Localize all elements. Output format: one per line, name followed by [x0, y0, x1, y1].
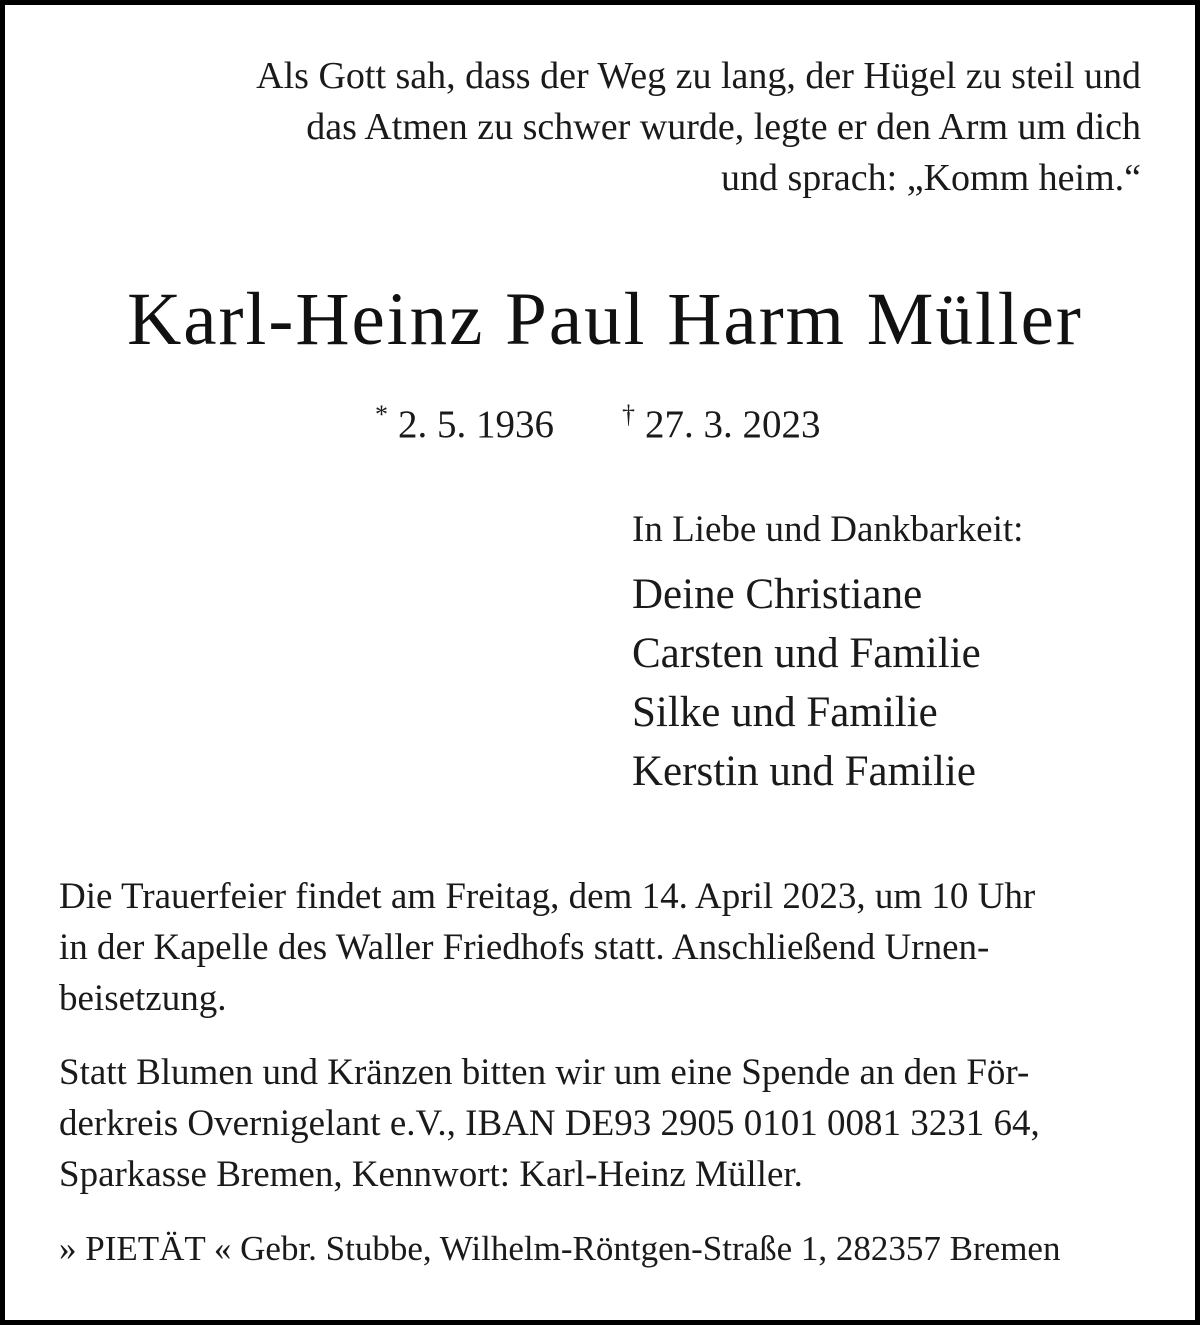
ceremony-paragraph [59, 871, 1151, 1024]
donation-line: Sparkasse Bremen, Kennwort: Karl-Heinz Müller. [59, 1154, 803, 1195]
life-dates [375, 391, 821, 449]
ceremony-line: in der Kapelle des Waller Friedhofs statt. Anschließend Urnen- [59, 927, 990, 968]
mourners-intro: In Liebe und Dankbarkeit: [632, 509, 1024, 550]
donation-paragraph [59, 1047, 1151, 1200]
mourners-block [632, 505, 1023, 801]
birth-star-icon: * [375, 400, 388, 429]
ceremony-line: beisetzung. [59, 978, 227, 1019]
ceremony-line: Die Trauerfeier findet am Freitag, dem 14. April 2023, um 10 Uhr [59, 876, 1036, 917]
mourner-name: Silke und Familie [632, 689, 938, 736]
funeral-home-line: » PIETÄT « Gebr. Stubbe, Wilhelm-Röntgen-Straße 1, 282357 Bremen [59, 1229, 1061, 1268]
death-cross-icon: † [622, 400, 635, 429]
birth-date: 2. 5. 1936 [398, 403, 554, 446]
quote-line: das Atmen zu schwer wurde, legte er den Arm um dich [306, 106, 1141, 148]
mourner-name: Kerstin und Familie [632, 748, 976, 795]
quote-line: Als Gott sah, dass der Weg zu lang, der Hügel zu steil und [256, 55, 1141, 97]
deceased-name: Karl-Heinz Paul Harm Müller [127, 278, 1083, 361]
donation-line: derkreis Overnigelant e.V., IBAN DE93 2905 0101 0081 3231 64, [59, 1103, 1040, 1144]
donation-line: Statt Blumen und Kränzen bitten wir um eine Spende an den För- [59, 1052, 1030, 1093]
mourner-name: Deine Christiane [632, 571, 923, 618]
epigraph-quote [141, 51, 1141, 204]
death-date: 27. 3. 2023 [645, 403, 821, 446]
quote-line: und sprach: „Komm heim.“ [720, 157, 1141, 199]
mourner-name: Carsten und Familie [632, 630, 981, 677]
